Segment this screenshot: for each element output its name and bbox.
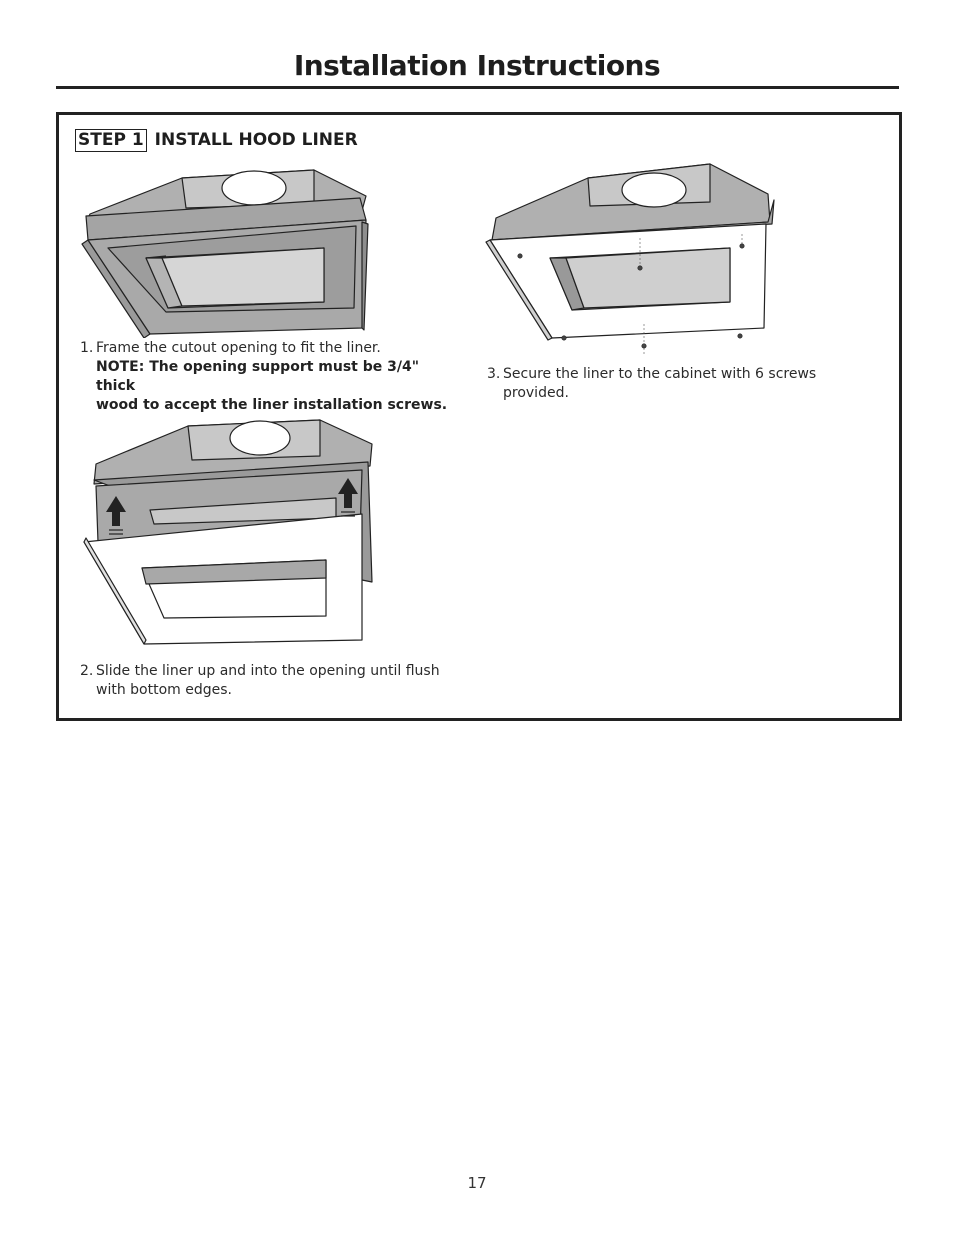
page-title: Installation Instructions	[293, 49, 661, 82]
instruction-text: Frame the cutout opening to fit the liner.	[96, 340, 381, 356]
instruction-3	[487, 365, 867, 403]
instruction-number: 1.	[80, 340, 94, 356]
figure-frame-cutout	[78, 162, 370, 338]
instruction-1	[80, 339, 460, 415]
instruction-text: provided.	[503, 385, 569, 401]
step-number-label: STEP 1	[75, 129, 147, 152]
instruction-number: 2.	[80, 663, 94, 679]
page-number: 17	[467, 1174, 487, 1192]
instruction-note-line: wood to accept the liner installation screws.	[96, 397, 448, 413]
instruction-text: Secure the liner to the cabinet with 6 screws	[503, 366, 817, 382]
instruction-note-line: NOTE: The opening support must be 3/4" thick	[96, 359, 420, 394]
instruction-text: with bottom edges.	[96, 682, 232, 698]
title-divider	[56, 86, 899, 89]
instruction-text: Slide the liner up and into the opening until flush	[96, 663, 440, 679]
step-title: INSTALL HOOD LINER	[154, 130, 358, 150]
step-heading	[75, 128, 358, 152]
figure-secure-screws	[484, 160, 776, 360]
figure-slide-liner	[80, 418, 376, 646]
instruction-number: 3.	[487, 366, 501, 382]
instruction-2	[80, 662, 460, 700]
